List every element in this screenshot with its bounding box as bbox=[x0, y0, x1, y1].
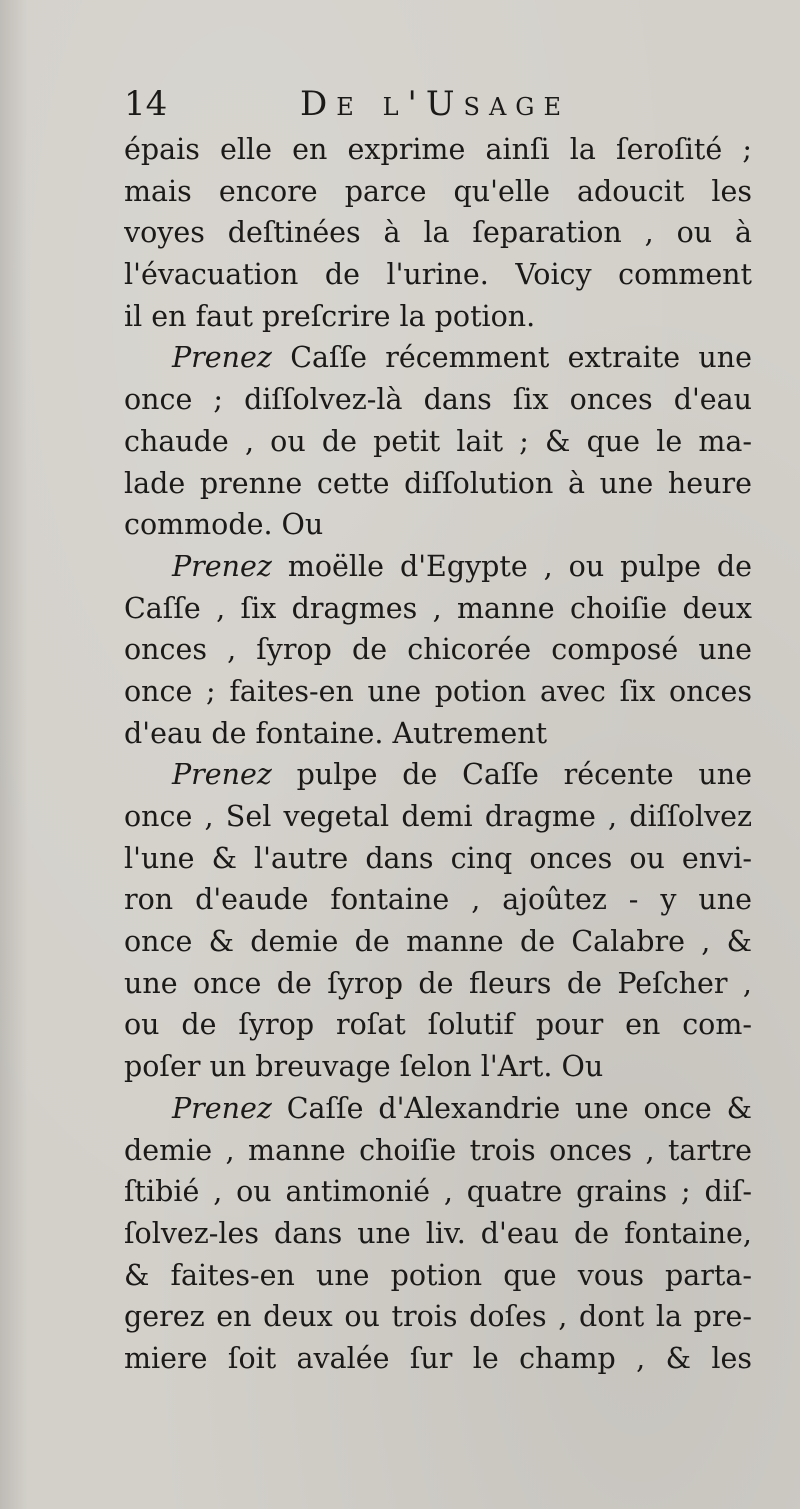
text-fragment: moëlle d'Egypte , ou pulpe de bbox=[287, 549, 752, 583]
text-fragment: Caſſe d'Alexandrie une once & bbox=[286, 1091, 752, 1125]
page-number: 14 bbox=[124, 84, 168, 124]
text-line: l'une & l'autre dans cinq onces ou envi- bbox=[124, 841, 752, 875]
page-gutter-shadow bbox=[0, 0, 28, 1509]
text-line: gerez en deux ou trois doſes , dont la pre- bbox=[124, 1300, 752, 1334]
text-line: demie , manne choiſie trois onces , tartre bbox=[124, 1133, 752, 1167]
text-line: une once de ſyrop de fleurs de Peſcher , bbox=[124, 966, 752, 1000]
text-line: ron d'eaude fontaine , ajoûtez - y une bbox=[124, 883, 752, 917]
text-line: ſolvez-les dans une liv. d'eau de fontaine, bbox=[124, 1216, 752, 1250]
text-line: commode. Ou bbox=[124, 508, 324, 542]
text-line: once ; diſſolvez-là dans ſix onces d'eau bbox=[124, 383, 752, 417]
text-line: onces , ſyrop de chicorée composé une bbox=[124, 633, 752, 667]
prescription-keyword: Prenez bbox=[172, 758, 272, 792]
text-line: chaude , ou de petit lait ; & que le ma- bbox=[124, 424, 752, 458]
text-line bbox=[124, 546, 752, 588]
text-fragment: pulpe de Caſſe récente une bbox=[296, 758, 752, 792]
text-line: once ; faites-en une potion avec ſix onces bbox=[124, 674, 752, 708]
text-line: voyes deſtinées à la ſeparation , ou à bbox=[124, 216, 752, 250]
body-text bbox=[124, 129, 752, 1380]
text-line: mais encore parce qu'elle adoucit les bbox=[124, 174, 752, 208]
text-line: ſtibié , ou antimonié , quatre grains ; diſ- bbox=[124, 1175, 752, 1209]
text-line bbox=[124, 754, 752, 796]
text-line: lade prenne cette diſſolution à une heure bbox=[124, 466, 752, 500]
text-line: Caſſe , ſix dragmes , manne choiſie deux bbox=[124, 591, 752, 625]
text-line bbox=[124, 337, 752, 379]
text-line bbox=[124, 1088, 752, 1130]
text-line: & faites-en une potion que vous parta- bbox=[124, 1258, 752, 1292]
text-fragment: Caſſe récemment extraite une bbox=[290, 341, 752, 375]
text-line: poſer un breuvage ſelon l'Art. Ou bbox=[124, 1050, 604, 1084]
prescription-keyword: Prenez bbox=[172, 549, 272, 583]
text-line: il en faut preſcrire la potion. bbox=[124, 299, 536, 333]
text-line: miere ſoit avalée ſur le champ , & les bbox=[124, 1341, 752, 1375]
text-line: d'eau de fontaine. Autrement bbox=[124, 716, 548, 750]
running-head: De l'Usage bbox=[300, 84, 570, 124]
text-line: once & demie de manne de Calabre , & bbox=[124, 925, 752, 959]
text-line: épais elle en exprime ainſi la ſeroſité ; bbox=[124, 133, 752, 166]
prescription-keyword: Prenez bbox=[172, 1091, 272, 1125]
prescription-keyword: Prenez bbox=[172, 341, 272, 375]
text-line: l'évacuation de l'urine. Voicy comment bbox=[124, 258, 752, 292]
text-line: ou de ſyrop roſat ſolutif pour en com- bbox=[124, 1008, 752, 1042]
text-line: once , Sel vegetal demi dragme , diſſolvez bbox=[124, 800, 752, 833]
page-header bbox=[124, 84, 684, 128]
